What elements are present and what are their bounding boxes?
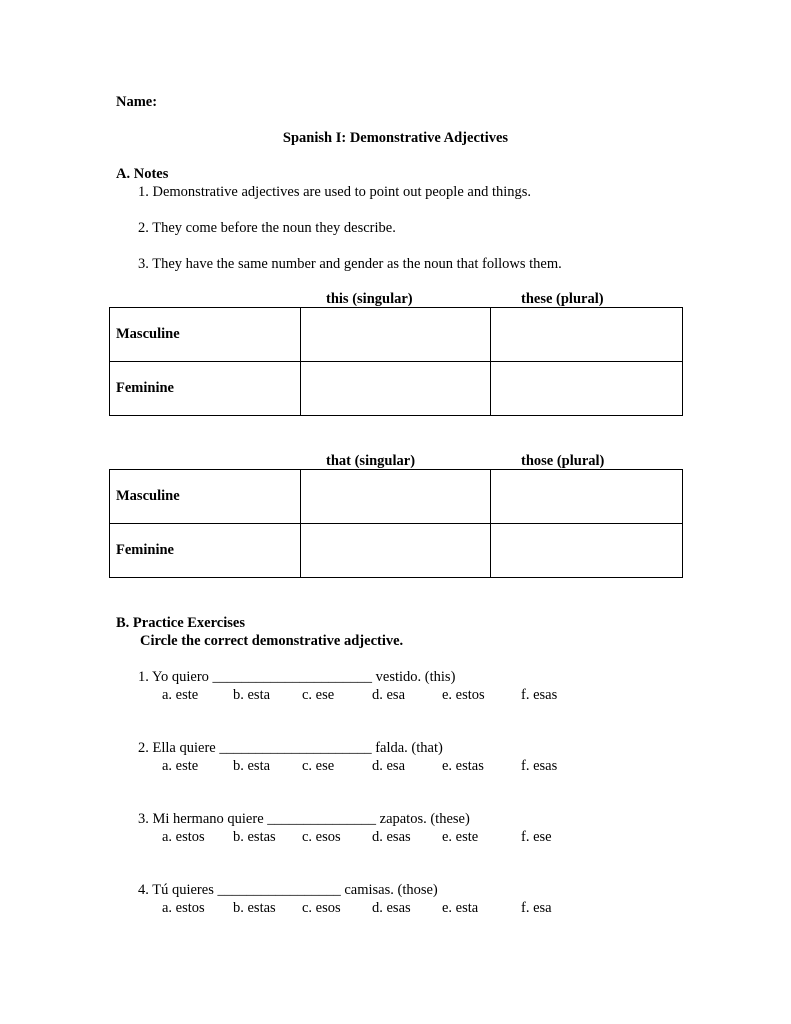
question-4: 4. Tú quieres _________________ camisas. (those) bbox=[138, 882, 438, 898]
cell-those-feminine bbox=[491, 524, 683, 578]
section-b-instruction: Circle the correct demonstrative adjective. bbox=[140, 633, 404, 649]
option-c[interactable]: c. esos bbox=[302, 829, 341, 845]
cell-this-masculine bbox=[301, 308, 491, 362]
option-c[interactable]: c. esos bbox=[302, 900, 341, 916]
cell-this-feminine bbox=[301, 362, 491, 416]
option-a[interactable]: a. estos bbox=[162, 829, 205, 845]
table1-col-this: this (singular) bbox=[326, 291, 413, 307]
option-e[interactable]: e. estos bbox=[442, 687, 485, 703]
option-c[interactable]: c. ese bbox=[302, 687, 335, 703]
option-d[interactable]: d. esa bbox=[372, 687, 406, 703]
option-d[interactable]: d. esas bbox=[372, 829, 411, 845]
option-b[interactable]: b. esta bbox=[233, 758, 271, 774]
option-a[interactable]: a. este bbox=[162, 758, 199, 774]
option-f[interactable]: f. esas bbox=[521, 758, 558, 774]
option-d[interactable]: d. esa bbox=[372, 758, 406, 774]
option-e[interactable]: e. estas bbox=[442, 758, 484, 774]
option-b[interactable]: b. estas bbox=[233, 829, 276, 845]
option-f[interactable]: f. ese bbox=[521, 829, 552, 845]
table1-col-these: these (plural) bbox=[521, 291, 604, 307]
table2-col-those: those (plural) bbox=[521, 453, 605, 469]
table2-col-that: that (singular) bbox=[326, 453, 416, 469]
option-f[interactable]: f. esa bbox=[521, 900, 552, 916]
option-e[interactable]: e. este bbox=[442, 829, 479, 845]
row-label-feminine: Feminine bbox=[110, 362, 301, 416]
table-row bbox=[110, 308, 683, 362]
option-f[interactable]: f. esas bbox=[521, 687, 558, 703]
row-label-masculine: Masculine bbox=[110, 308, 301, 362]
cell-that-masculine bbox=[301, 470, 491, 524]
page-title: Spanish I: Demonstrative Adjectives bbox=[282, 130, 509, 146]
table-row bbox=[110, 470, 683, 524]
option-d[interactable]: d. esas bbox=[372, 900, 411, 916]
option-c[interactable]: c. ese bbox=[302, 758, 335, 774]
table-row bbox=[110, 362, 683, 416]
section-b-heading: B. Practice Exercises bbox=[116, 615, 245, 631]
question-1: 1. Yo quiero ______________________ vestido. (this) bbox=[138, 669, 456, 685]
question-3: 3. Mi hermano quiere _______________ zapatos. (these) bbox=[138, 811, 470, 827]
cell-these-masculine bbox=[491, 308, 683, 362]
option-a[interactable]: a. estos bbox=[162, 900, 205, 916]
question-2: 2. Ella quiere _____________________ falda. (that) bbox=[138, 740, 443, 756]
note-2: 2. They come before the noun they describe. bbox=[138, 220, 396, 236]
cell-these-feminine bbox=[491, 362, 683, 416]
option-b[interactable]: b. esta bbox=[233, 687, 271, 703]
section-a-heading: A. Notes bbox=[116, 166, 169, 182]
row-label-masculine: Masculine bbox=[110, 470, 301, 524]
note-3: 3. They have the same number and gender as the noun that follows them. bbox=[138, 256, 562, 272]
table-that-those bbox=[109, 469, 683, 578]
cell-that-feminine bbox=[301, 524, 491, 578]
option-a[interactable]: a. este bbox=[162, 687, 199, 703]
cell-those-masculine bbox=[491, 470, 683, 524]
row-label-feminine: Feminine bbox=[110, 524, 301, 578]
note-1: 1. Demonstrative adjectives are used to point out people and things. bbox=[138, 184, 532, 200]
option-e[interactable]: e. esta bbox=[442, 900, 479, 916]
name-label: Name: bbox=[116, 94, 158, 110]
option-b[interactable]: b. estas bbox=[233, 900, 276, 916]
table-row bbox=[110, 524, 683, 578]
table-this-these bbox=[109, 307, 683, 416]
